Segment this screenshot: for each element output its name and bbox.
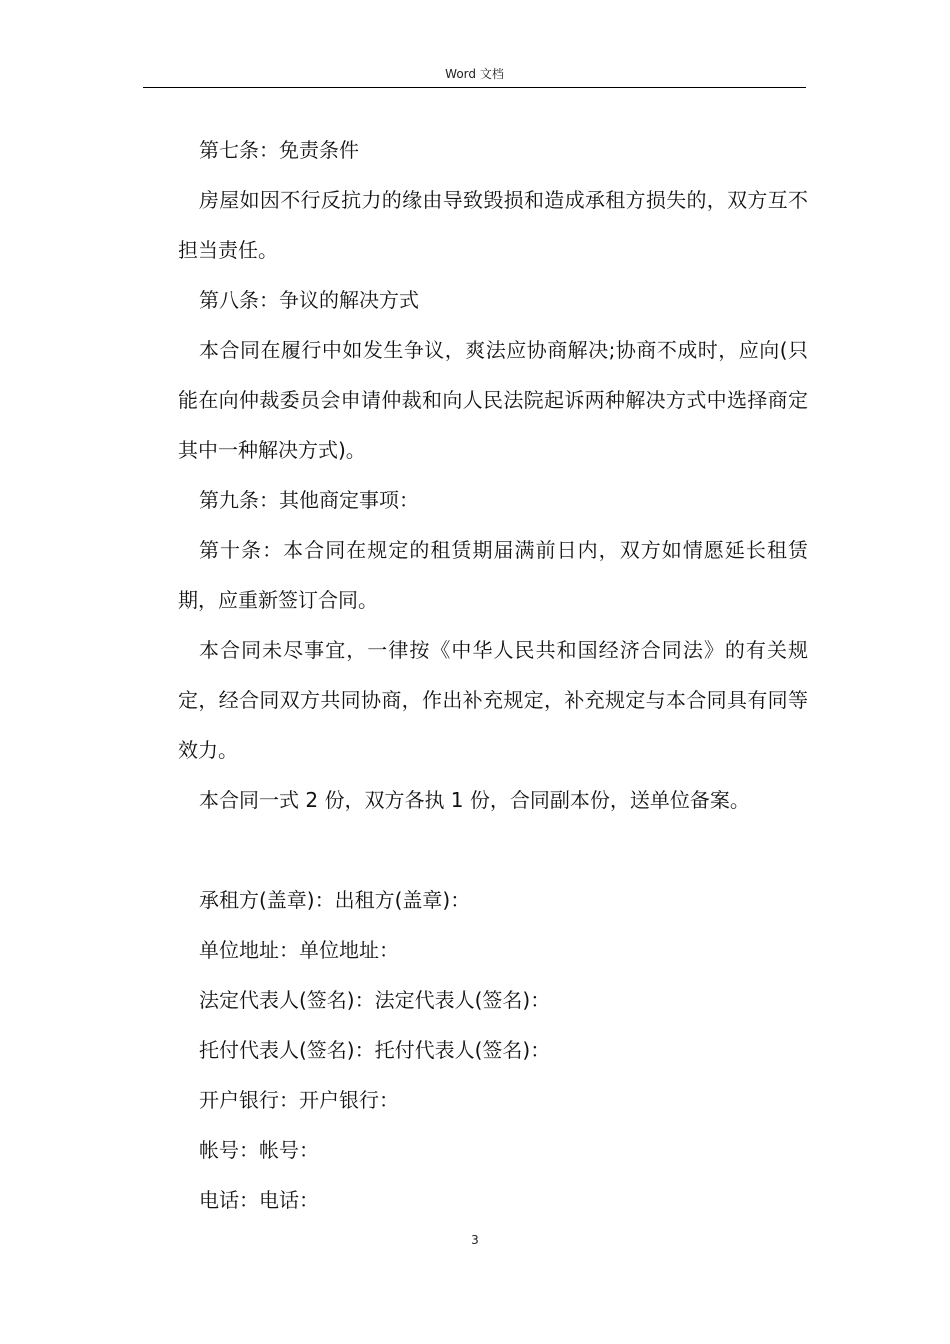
signature-legal-rep-line: 法定代表人(签名)：法定代表人(签名)： [199, 988, 551, 1012]
blank-line [178, 825, 808, 875]
clause-8-title: 第八条：争议的解决方式 [199, 288, 419, 312]
page-number: 3 [471, 1233, 479, 1247]
copies-text: 本合同一式 2 份，双方各执 1 份，合同副本份，送单位备案。 [199, 788, 750, 812]
signature-bank-line: 开户银行：开户银行： [199, 1088, 399, 1112]
clause-10-text: 第十条：本合同在规定的租赁期届满前日内，双方如情愿延长租赁期，应重新签订合同。 [178, 538, 808, 612]
signature-agent-line: 托付代表人(签名)：托付代表人(签名)： [199, 1038, 551, 1062]
clause-7-text: 房屋如因不行反抗力的缘由导致毁损和造成承租方损失的，双方互不担当责任。 [178, 188, 808, 262]
signature-seal-line: 承租方(盖章)：出租方(盖章)： [199, 888, 471, 912]
page-header: Word 文档 [445, 67, 504, 81]
clause-7-title: 第七条：免责条件 [199, 138, 359, 162]
document-body [178, 125, 808, 1225]
supplement-text: 本合同未尽事宜，一律按《中华人民共和国经济合同法》的有关规定，经合同双方共同协商，作出补充规定，补充规定与本合同具有同等效力。 [178, 638, 808, 762]
signature-address-line: 单位地址：单位地址： [199, 938, 399, 962]
signature-phone-line: 电话：电话： [199, 1188, 319, 1212]
header-rule [143, 87, 806, 88]
clause-8-text: 本合同在履行中如发生争议，爽法应协商解决;协商不成时，应向(只能在向仲裁委员会申请仲裁和向人民法院起诉两种解决方式中选择商定其中一种解决方式)。 [178, 338, 808, 462]
signature-account-line: 帐号：帐号： [199, 1138, 319, 1162]
clause-9-title: 第九条：其他商定事项： [199, 488, 419, 512]
